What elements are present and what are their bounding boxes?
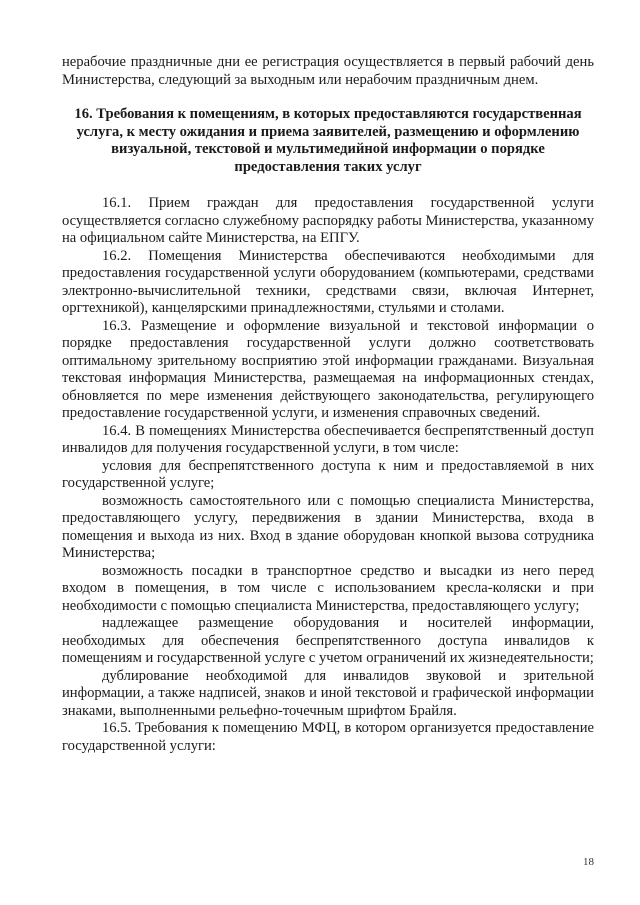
list-item-conditions: условия для беспрепятственного доступа к ним и предоставляемой в них государственной услуге; bbox=[62, 457, 594, 491]
page-content bbox=[62, 54, 594, 755]
section-heading: 16. Требования к помещениям, в которых предоставляются государственная услуга, к месту ожидания и приема заявителей, размещению и оформлению визуальной, текстовой и мультимедийной информации о порядке предоставления таких услуг bbox=[74, 106, 582, 175]
page-number: 18 bbox=[583, 856, 594, 868]
list-item-braille: дублирование необходимой для инвалидов звуковой и зрительной информации, а также надписей, знаков и иной текстовой и графической информации знаками, выполненными рельефно-точечным шрифтом Брайля. bbox=[62, 667, 594, 719]
paragraph-16-3: 16.3. Размещение и оформление визуальной и текстовой информации о порядке предоставления государственной услуги должно соответствовать оптимальному зрительному восприятию этой информации гражданами. Визуальная текстовая информация Министерства, размещаемая на информационных стендах, обновляется по мере изменения действующего законодательства, регулирующего предоставление государственной услуги, и изменения справочных сведений. bbox=[62, 317, 594, 421]
list-item-transport: возможность посадки в транспортное средство и высадки из него перед входом в помещения, в том числе с использованием кресла-коляски и при необходимости с помощью специалиста Министерства, предоставляющего услугу; bbox=[62, 562, 594, 614]
paragraph-16-1: 16.1. Прием граждан для предоставления государственной услуги осуществляется согласно служебному распорядку работы Министерства, указанному на официальном сайте Министерства, на ЕПГУ. bbox=[62, 195, 594, 246]
paragraph-16-4: 16.4. В помещениях Министерства обеспечивается беспрепятственный доступ инвалидов для получения государственной услуги, в том числе: bbox=[62, 422, 594, 456]
list-item-movement: возможность самостоятельного или с помощью специалиста Министерства, предоставляющего услугу, передвижения в здании Министерства, входа в помещения и выхода из них. Вход в здание оборудован кнопкой вызова сотрудника Министерства; bbox=[62, 492, 594, 561]
paragraph-16-2: 16.2. Помещения Министерства обеспечиваются необходимыми для предоставления государственной услуги оборудованием (компьютерами, средствами электронно-вычислительной техники, средствами связи, включая Интернет, оргтехникой), канцелярскими принадлежностями, стульями и столами. bbox=[62, 247, 594, 316]
paragraph-16-5: 16.5. Требования к помещению МФЦ, в котором организуется предоставление государственной услуги: bbox=[62, 720, 594, 754]
list-item-equipment: надлежащее размещение оборудования и носителей информации, необходимых для обеспечения беспрепятственного доступа инвалидов к помещениям и государственной услуге с учетом ограничений их жизнедеятельности; bbox=[62, 615, 594, 666]
continuation-paragraph: нерабочие праздничные дни ее регистрация осуществляется в первый рабочий день Министерства, следующий за выходным или нерабочим праздничным днем. bbox=[62, 54, 594, 88]
